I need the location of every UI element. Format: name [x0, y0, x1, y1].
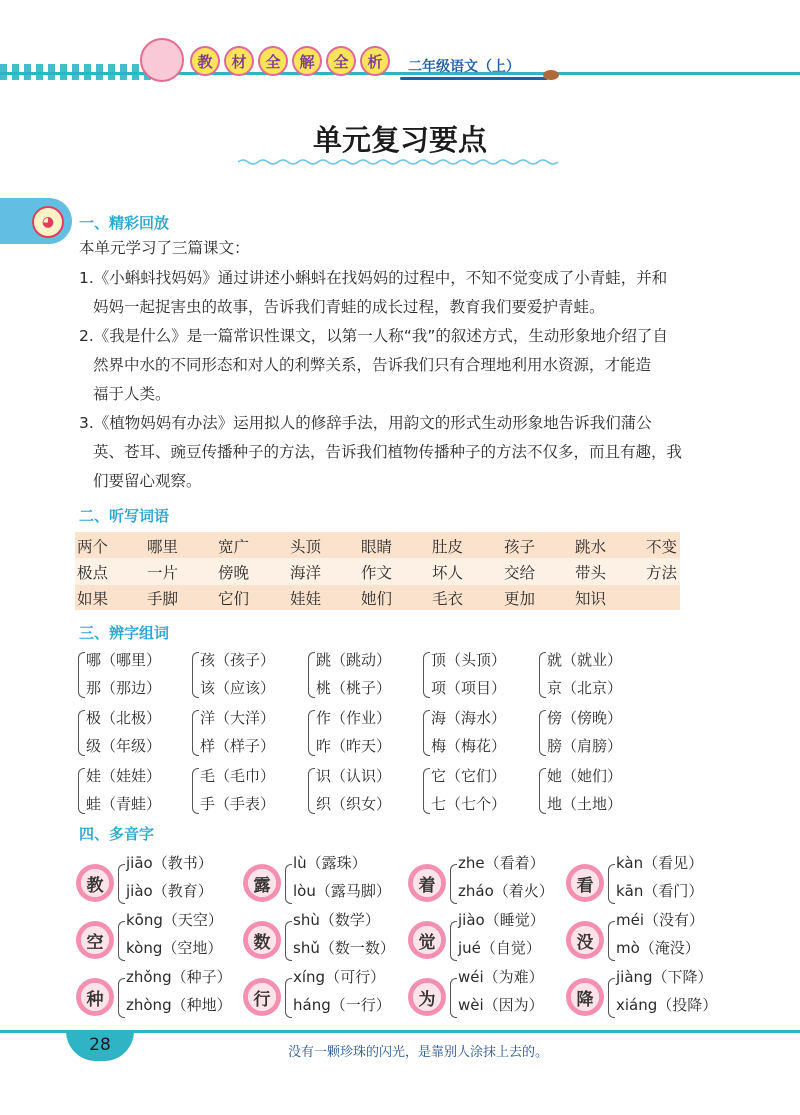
flower-char-icon: 没 — [566, 921, 604, 959]
reading-2: háng（一行） — [293, 996, 391, 1014]
reading-1: lù（露珠） — [293, 854, 367, 872]
word-cell: 跳水 — [575, 538, 607, 556]
flower-char-icon: 看 — [566, 864, 604, 902]
header-stripe — [0, 72, 800, 75]
section-heading-polyphone: 四、多音字 — [79, 825, 155, 843]
flower-char-icon: 觉 — [408, 921, 446, 959]
word-cell: 孩子 — [504, 538, 536, 556]
char-pair — [547, 704, 622, 760]
char-word: 她（她们） — [547, 767, 623, 785]
reading-1: zhǒng（种子） — [126, 968, 232, 986]
char-word: 织（织女） — [316, 795, 392, 813]
flower-char-icon: 行 — [243, 978, 281, 1016]
char-word: 毛（毛巾） — [200, 767, 276, 785]
reading-1: méi（没有） — [616, 911, 705, 929]
char-word: 京（北京） — [547, 679, 623, 697]
char-word: 顶（头顶） — [431, 651, 507, 669]
reading-2: kān（看门） — [616, 882, 704, 900]
char-pair — [316, 646, 391, 702]
reading-1: xíng（可行） — [293, 968, 386, 986]
page-number: 28 — [89, 1035, 111, 1055]
flower-char-icon: 露 — [243, 864, 281, 902]
char-word: 那（那边） — [86, 679, 162, 697]
char-word: 它（它们） — [431, 767, 507, 785]
lesson-summary — [79, 322, 731, 409]
brand-char: 全 — [258, 46, 288, 76]
reading-1: jiàng（下降） — [616, 968, 713, 986]
char-word: 样（样子） — [200, 737, 276, 755]
word-cell: 如果 — [77, 590, 109, 608]
word-cell: 她们 — [361, 590, 393, 608]
word-cell: 手脚 — [147, 590, 179, 608]
reading-2: zhòng（种地） — [126, 996, 232, 1014]
reading-1: wéi（为难） — [458, 968, 544, 986]
brand-char: 教 — [190, 46, 220, 76]
word-cell: 极点 — [77, 564, 109, 582]
char-word: 梅（梅花） — [431, 737, 507, 755]
word-cell: 更加 — [504, 590, 536, 608]
char-pair — [431, 646, 506, 702]
char-word: 傍（傍晚） — [547, 709, 623, 727]
char-pair — [86, 646, 161, 702]
char-pair — [200, 704, 275, 760]
reading-1: kàn（看见） — [616, 854, 704, 872]
flower-char-icon: 着 — [408, 864, 446, 902]
flower-char-icon: 为 — [408, 978, 446, 1016]
word-cell: 娃娃 — [290, 590, 322, 608]
brand-char: 析 — [360, 46, 390, 76]
reading-2: zháo（着火） — [458, 882, 554, 900]
brand-char: 全 — [326, 46, 356, 76]
reading-1: jiào（睡觉） — [458, 911, 545, 929]
char-pair — [86, 762, 161, 818]
word-cell: 头顶 — [290, 538, 322, 556]
section-intro: 本单元学习了三篇课文： — [79, 239, 250, 257]
word-cell: 作文 — [361, 564, 393, 582]
page-title: 单元复习要点 — [312, 123, 487, 157]
char-word: 项（项目） — [431, 679, 507, 697]
text-line: 3.《植物妈妈有办法》运用拟人的修辞手法，用韵文的形式生动形象地告诉我们蒲公 — [79, 414, 652, 432]
char-word: 极（北极） — [86, 709, 162, 727]
section-heading-review: 一、精彩回放 — [79, 214, 170, 232]
char-word: 该（应该） — [200, 679, 276, 697]
flower-char-icon: 教 — [76, 864, 114, 902]
brand-char: 材 — [224, 46, 254, 76]
word-cell: 知识 — [575, 590, 607, 608]
title-wave-divider — [238, 158, 563, 166]
char-word: 娃（娃娃） — [86, 767, 162, 785]
char-pair — [431, 704, 506, 760]
word-cell: 哪里 — [147, 538, 179, 556]
section-heading-distinguish: 三、辨字组词 — [79, 624, 170, 642]
char-word: 膀（肩膀） — [547, 737, 623, 755]
word-cell: 不变 — [646, 538, 678, 556]
grade-label: 二年级语文（上） — [408, 59, 520, 75]
word-cell: 傍晚 — [218, 564, 250, 582]
text-line: 妈妈一起捉害虫的故事，告诉我们青蛙的成长过程，教育我们要爱护青蛙。 — [93, 298, 605, 316]
char-pair — [547, 762, 622, 818]
text-line: 英、苍耳、豌豆传播种子的方法，告诉我们植物传播种子的方法不仅多，而且有趣，我 — [93, 443, 683, 461]
table-row — [75, 532, 680, 559]
char-word: 蛙（青蛙） — [86, 795, 162, 813]
reading-2: wèi（因为） — [458, 996, 544, 1014]
char-pair — [200, 762, 275, 818]
mascot-girl-icon — [140, 38, 184, 82]
char-pair — [316, 704, 391, 760]
text-line: 然界中水的不同形态和对人的利弊关系，告诉我们只有合理地利用水资源，才能造 — [93, 356, 652, 374]
brand-char: 解 — [292, 46, 322, 76]
word-cell: 一片 — [147, 564, 179, 582]
char-word: 孩（孩子） — [200, 651, 276, 669]
reading-2: jiào（教育） — [126, 882, 213, 900]
text-line: 们要留心观察。 — [93, 472, 202, 490]
reading-2: xiáng（投降） — [616, 996, 718, 1014]
char-pair — [86, 704, 161, 760]
dictation-table — [75, 532, 680, 610]
reading-1: zhe（看着） — [458, 854, 545, 872]
char-word: 就（就业） — [547, 651, 623, 669]
text-line: 2.《我是什么》是一篇常识性课文，以第一人称“我”的叙述方式，生动形象地介绍了自 — [79, 327, 668, 345]
footer-quote: 没有一颗珍珠的闪光，是靠别人涂抹上去的。 — [288, 1045, 549, 1060]
word-cell: 方法 — [646, 564, 678, 582]
grade-underline — [400, 77, 548, 80]
char-word: 海（海水） — [431, 709, 507, 727]
reading-1: kōng（天空） — [126, 911, 223, 929]
flower-char-icon: 种 — [76, 978, 114, 1016]
text-line: 福于人类。 — [93, 385, 171, 403]
fox-mascot-icon: ◕ — [32, 206, 64, 238]
table-row — [75, 584, 680, 611]
char-pair — [431, 762, 506, 818]
word-cell: 眼睛 — [361, 538, 393, 556]
char-word: 作（作业） — [316, 709, 392, 727]
word-cell: 毛衣 — [432, 590, 464, 608]
word-cell: 海洋 — [290, 564, 322, 582]
reading-1: jiāo（教书） — [126, 854, 213, 872]
text-line: 1.《小蝌蚪找妈妈》通过讲述小蝌蚪在找妈妈的过程中，不知不觉变成了小青蛙，并和 — [79, 269, 668, 287]
word-cell: 坏人 — [432, 564, 464, 582]
char-word: 地（土地） — [547, 795, 623, 813]
char-word: 哪（哪里） — [86, 651, 162, 669]
char-word: 洋（大洋） — [200, 709, 276, 727]
char-word: 七（七个） — [431, 795, 507, 813]
reading-1: shù（数学） — [293, 911, 380, 929]
table-row — [75, 558, 680, 585]
reading-2: jué（自觉） — [458, 939, 541, 957]
char-word: 跳（跳动） — [316, 651, 392, 669]
reading-2: shǔ（数一数） — [293, 939, 395, 957]
word-cell: 交给 — [504, 564, 536, 582]
flower-char-icon: 数 — [243, 921, 281, 959]
char-word: 桃（桃子） — [316, 679, 392, 697]
char-word: 昨（昨天） — [316, 737, 392, 755]
reading-2: lòu（露马脚） — [293, 882, 391, 900]
brand-logo — [190, 46, 390, 76]
reading-2: mò（淹没） — [616, 939, 700, 957]
lesson-summary — [79, 264, 731, 322]
word-cell: 两个 — [77, 538, 109, 556]
lesson-summary — [79, 409, 731, 496]
char-pair — [547, 646, 622, 702]
section-heading-dictation: 二、听写词语 — [79, 507, 170, 525]
flower-char-icon: 降 — [566, 978, 604, 1016]
char-pair — [316, 762, 391, 818]
char-word: 手（手表） — [200, 795, 276, 813]
leaf-icon — [543, 70, 559, 80]
char-pair — [200, 646, 275, 702]
char-word: 识（认识） — [316, 767, 392, 785]
flower-char-icon: 空 — [76, 921, 114, 959]
word-cell: 宽广 — [218, 538, 250, 556]
reading-2: kòng（空地） — [126, 939, 223, 957]
word-cell: 肚皮 — [432, 538, 464, 556]
char-word: 级（年级） — [86, 737, 162, 755]
word-cell: 它们 — [218, 590, 250, 608]
word-cell: 带头 — [575, 564, 607, 582]
